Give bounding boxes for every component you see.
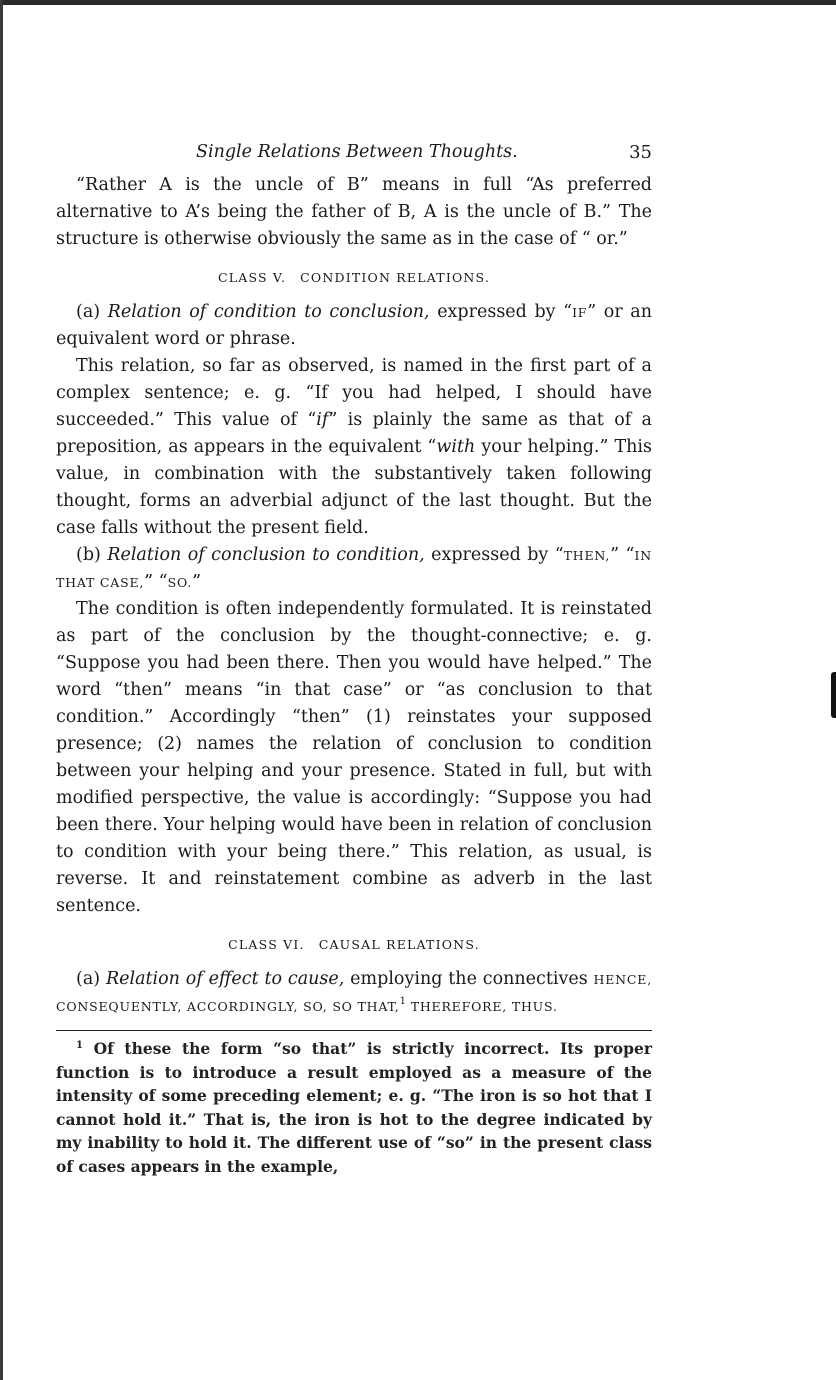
book-page bbox=[56, 142, 652, 1178]
footnote-reference[interactable]: 1 bbox=[399, 996, 406, 1008]
scan-edge-mark bbox=[831, 672, 836, 718]
footnote bbox=[56, 1037, 652, 1178]
class-v-b-label: (b) bbox=[76, 545, 101, 565]
page-number: 35 bbox=[629, 142, 652, 163]
class-vi-connectives-2: THEREFORE, THUS. bbox=[405, 999, 558, 1014]
class-vi-title: CAUSAL RELATIONS. bbox=[318, 937, 480, 952]
class-vi-a-label: (a) bbox=[76, 969, 101, 989]
p1-part1: This relation, so far as observed, is named in the first part of a complex sentence; e. g. “If you had helped, I should have succeeded.” This value of “ bbox=[56, 356, 652, 430]
class-v-a-title: Relation of condition to conclusion, bbox=[107, 302, 430, 322]
class-v-b-word2: IN THAT CASE, bbox=[56, 548, 652, 590]
p1-with: with bbox=[436, 437, 476, 457]
class-v-b-word1: THEN, bbox=[563, 548, 611, 563]
footnote-paragraph bbox=[56, 1037, 652, 1178]
class-v-paragraph-1 bbox=[56, 353, 652, 542]
class-v-b-paragraph bbox=[56, 542, 652, 596]
class-v-b-mid2: ” “ bbox=[144, 572, 168, 592]
paragraph-rather: “Rather A is the uncle of B” means in full “As preferred alternative to A’s being the father of B, A is the uncle of B.” The structure is otherwise obviously the same as in the case of “ or.” bbox=[56, 175, 652, 249]
running-header bbox=[56, 142, 652, 172]
class-vi-number: CLASS VI. bbox=[228, 937, 305, 952]
class-vi-a-rest: employing the connectives bbox=[344, 969, 588, 989]
class-v-a-word: IF bbox=[572, 305, 588, 320]
class-v-b-mid1: ” “ bbox=[610, 545, 635, 565]
page-top-border bbox=[0, 0, 836, 5]
p1-part3: your helping.” This value, in combination with the substantively taken following thought, forms an adverbial adjunct of the last thought. But the case falls without the present field. bbox=[56, 437, 653, 538]
footnote-text: Of these the form “so that” is strictly incorrect. Its proper function is to introduce a result employed as a measure of the intensity of some preceding element; e. g. “The iron is so hot that I cannot hold it.” That is, the iron is hot to the degree indicated by my inability to hold it. The different use of “so” in the present class of cases appears in the example, bbox=[56, 1039, 652, 1176]
footnote-marker: 1 bbox=[76, 1039, 83, 1051]
class-v-number: CLASS V. bbox=[217, 270, 287, 285]
class-v-b-title: Relation of conclusion to condition, bbox=[107, 545, 425, 565]
page-left-border bbox=[0, 0, 3, 1380]
class-v-a-expressed: expressed by “ bbox=[429, 302, 573, 322]
p1-if: if bbox=[316, 410, 329, 430]
class-vi-heading bbox=[56, 932, 652, 958]
footnote-divider bbox=[56, 1030, 652, 1031]
body-text bbox=[56, 172, 652, 1020]
class-v-b-expressed: expressed by “ bbox=[424, 545, 564, 565]
class-vi-connectives-1: HENCE, CONSEQUENTLY, ACCORDINGLY, SO, SO THAT, bbox=[56, 972, 652, 1014]
class-vi-a-paragraph bbox=[56, 966, 652, 1020]
class-v-b-end: ” bbox=[192, 572, 202, 592]
class-v-heading bbox=[56, 265, 652, 291]
p1-part2: ” is plainly the same as that of a preposition, as appears in the equivalent “ bbox=[56, 410, 652, 457]
class-v-a-label: (a) bbox=[76, 302, 101, 322]
class-v-a-rest: ” or an equivalent word or phrase. bbox=[56, 302, 652, 349]
class-v-b-word3: SO. bbox=[167, 575, 193, 590]
class-vi-a-title: Relation of effect to cause, bbox=[105, 969, 345, 989]
class-v-a-paragraph bbox=[56, 299, 652, 353]
running-title: Single Relations Between Thoughts. bbox=[196, 142, 518, 162]
class-v-paragraph-2: The condition is often independently formulated. It is reinstated as part of the conclusion by the thought-connective; e. g. “Suppose you had been there. Then you would have helped.” The word “then” means “in that case” or “as conclusion to that condition.” Accordingly “then” (1) reinstates your supposed presence; (2) names the relation of conclusion to condition between your helping and your presence. Stated in full, but with modified perspective, the value is accordingly: “Suppose you had been there. Your helping would have been in relation of conclusion to condition with your being there.” This relation, as usual, is reverse. It and reinstatement combine as adverb in the last sentence. bbox=[56, 599, 652, 916]
class-v-title: CONDITION RELATIONS. bbox=[300, 270, 491, 285]
